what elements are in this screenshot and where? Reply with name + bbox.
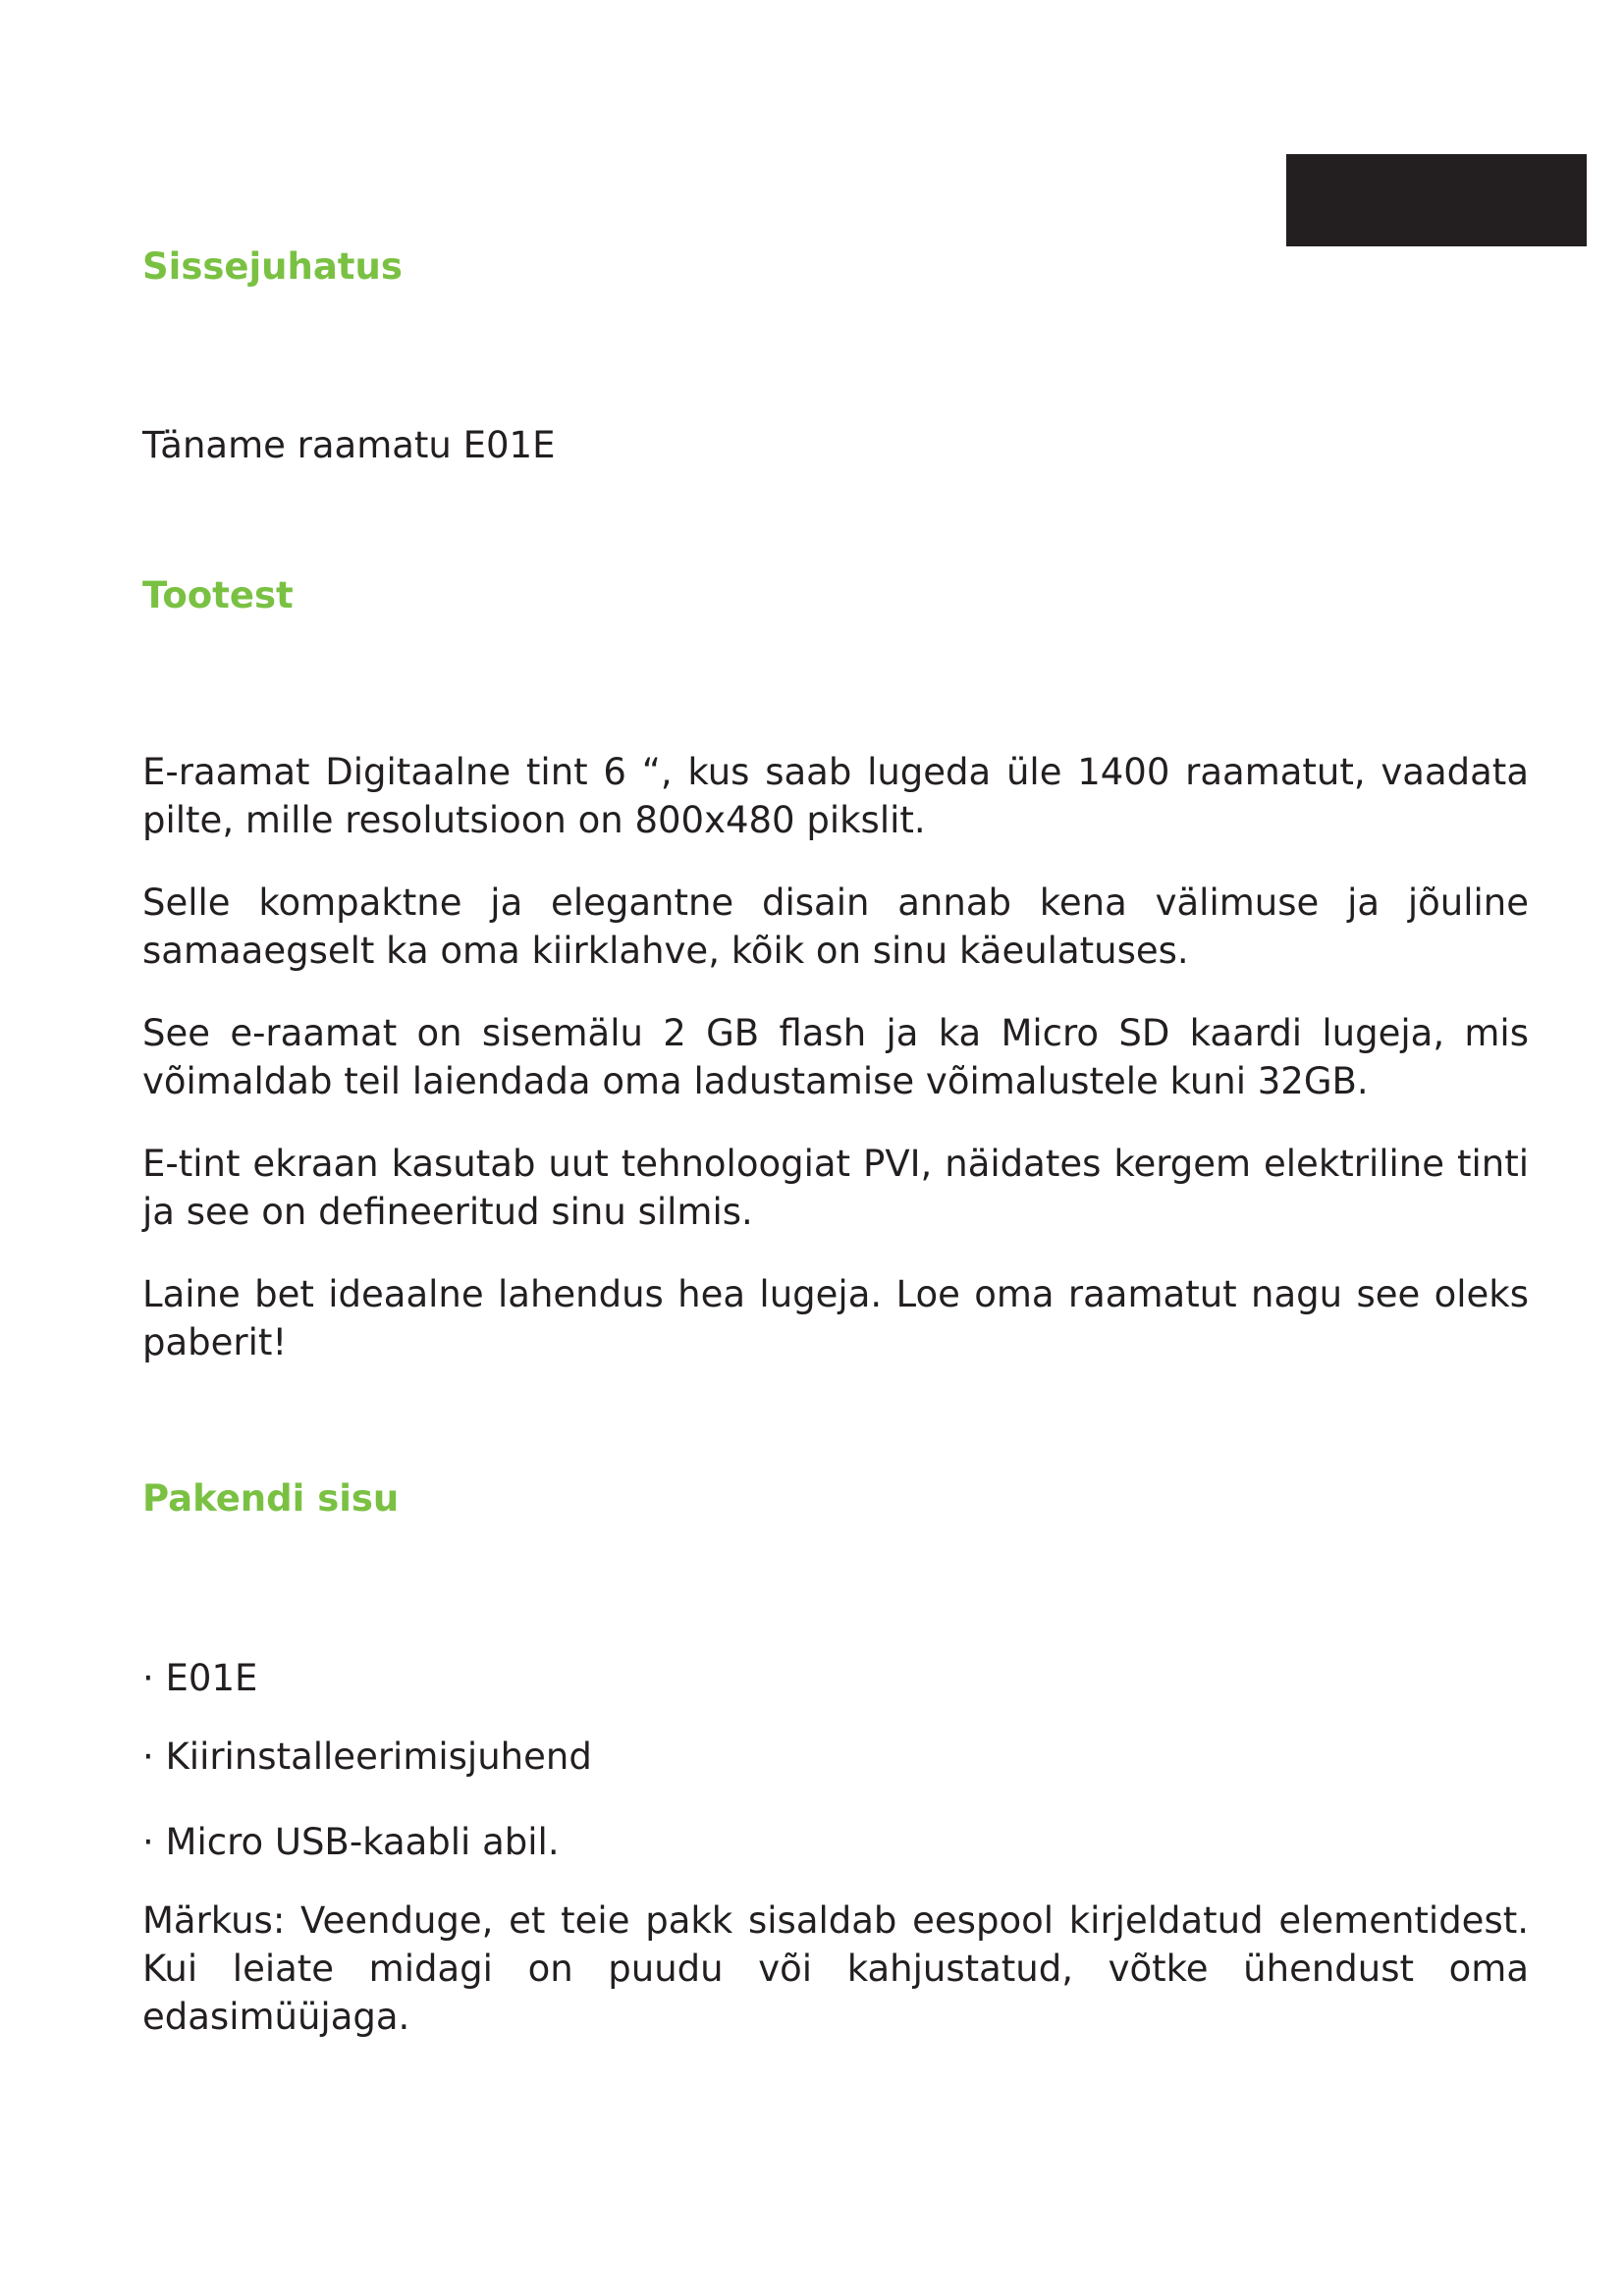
- package-item: · Micro USB-kaabli abil.: [142, 1821, 560, 1863]
- product-paragraph-3: See e-raamat on sisemälu 2 GB flash ja ka Micro SD kaardi lugeja, mis võimaldab teil laiendada oma ladustamise võimalustele kuni 32GB.: [142, 1012, 1529, 1102]
- intro-heading: Sissejuhatus: [142, 245, 403, 288]
- package-note: Märkus: Veenduge, et teie pakk sisaldab eespool kirjeldatud elementidest. Kui leiate midagi on puudu või kahjustatud, võtke ühendust oma edasimüüjaga.: [142, 1899, 1529, 2038]
- product-paragraph-5: Laine bet ideaalne lahendus hea lugeja. Loe oma raamatut nagu see oleks paberit!: [142, 1273, 1529, 1363]
- package-heading: Pakendi sisu: [142, 1477, 400, 1520]
- product-paragraph-4: E-tint ekraan kasutab uut tehnoloogiat PVI, näidates kergem elektriline tinti ja see on defineeritud sinu silmis.: [142, 1143, 1529, 1233]
- package-item: · E01E: [142, 1657, 258, 1699]
- intro-text: Täname raamatu E01E: [142, 424, 556, 466]
- package-item: · Kiirinstalleerimisjuhend: [142, 1735, 592, 1778]
- header-black-block: [1286, 154, 1587, 246]
- product-paragraph-1: E-raamat Digitaalne tint 6 “, kus saab lugeda üle 1400 raamatut, vaadata pilte, mille resolutsioon on 800x480 pikslit.: [142, 751, 1529, 841]
- product-heading: Tootest: [142, 574, 294, 616]
- product-paragraph-2: Selle kompaktne ja elegantne disain annab kena välimuse ja jõuline samaaegselt ka oma kiirklahve, kõik on sinu käeulatuses.: [142, 881, 1529, 972]
